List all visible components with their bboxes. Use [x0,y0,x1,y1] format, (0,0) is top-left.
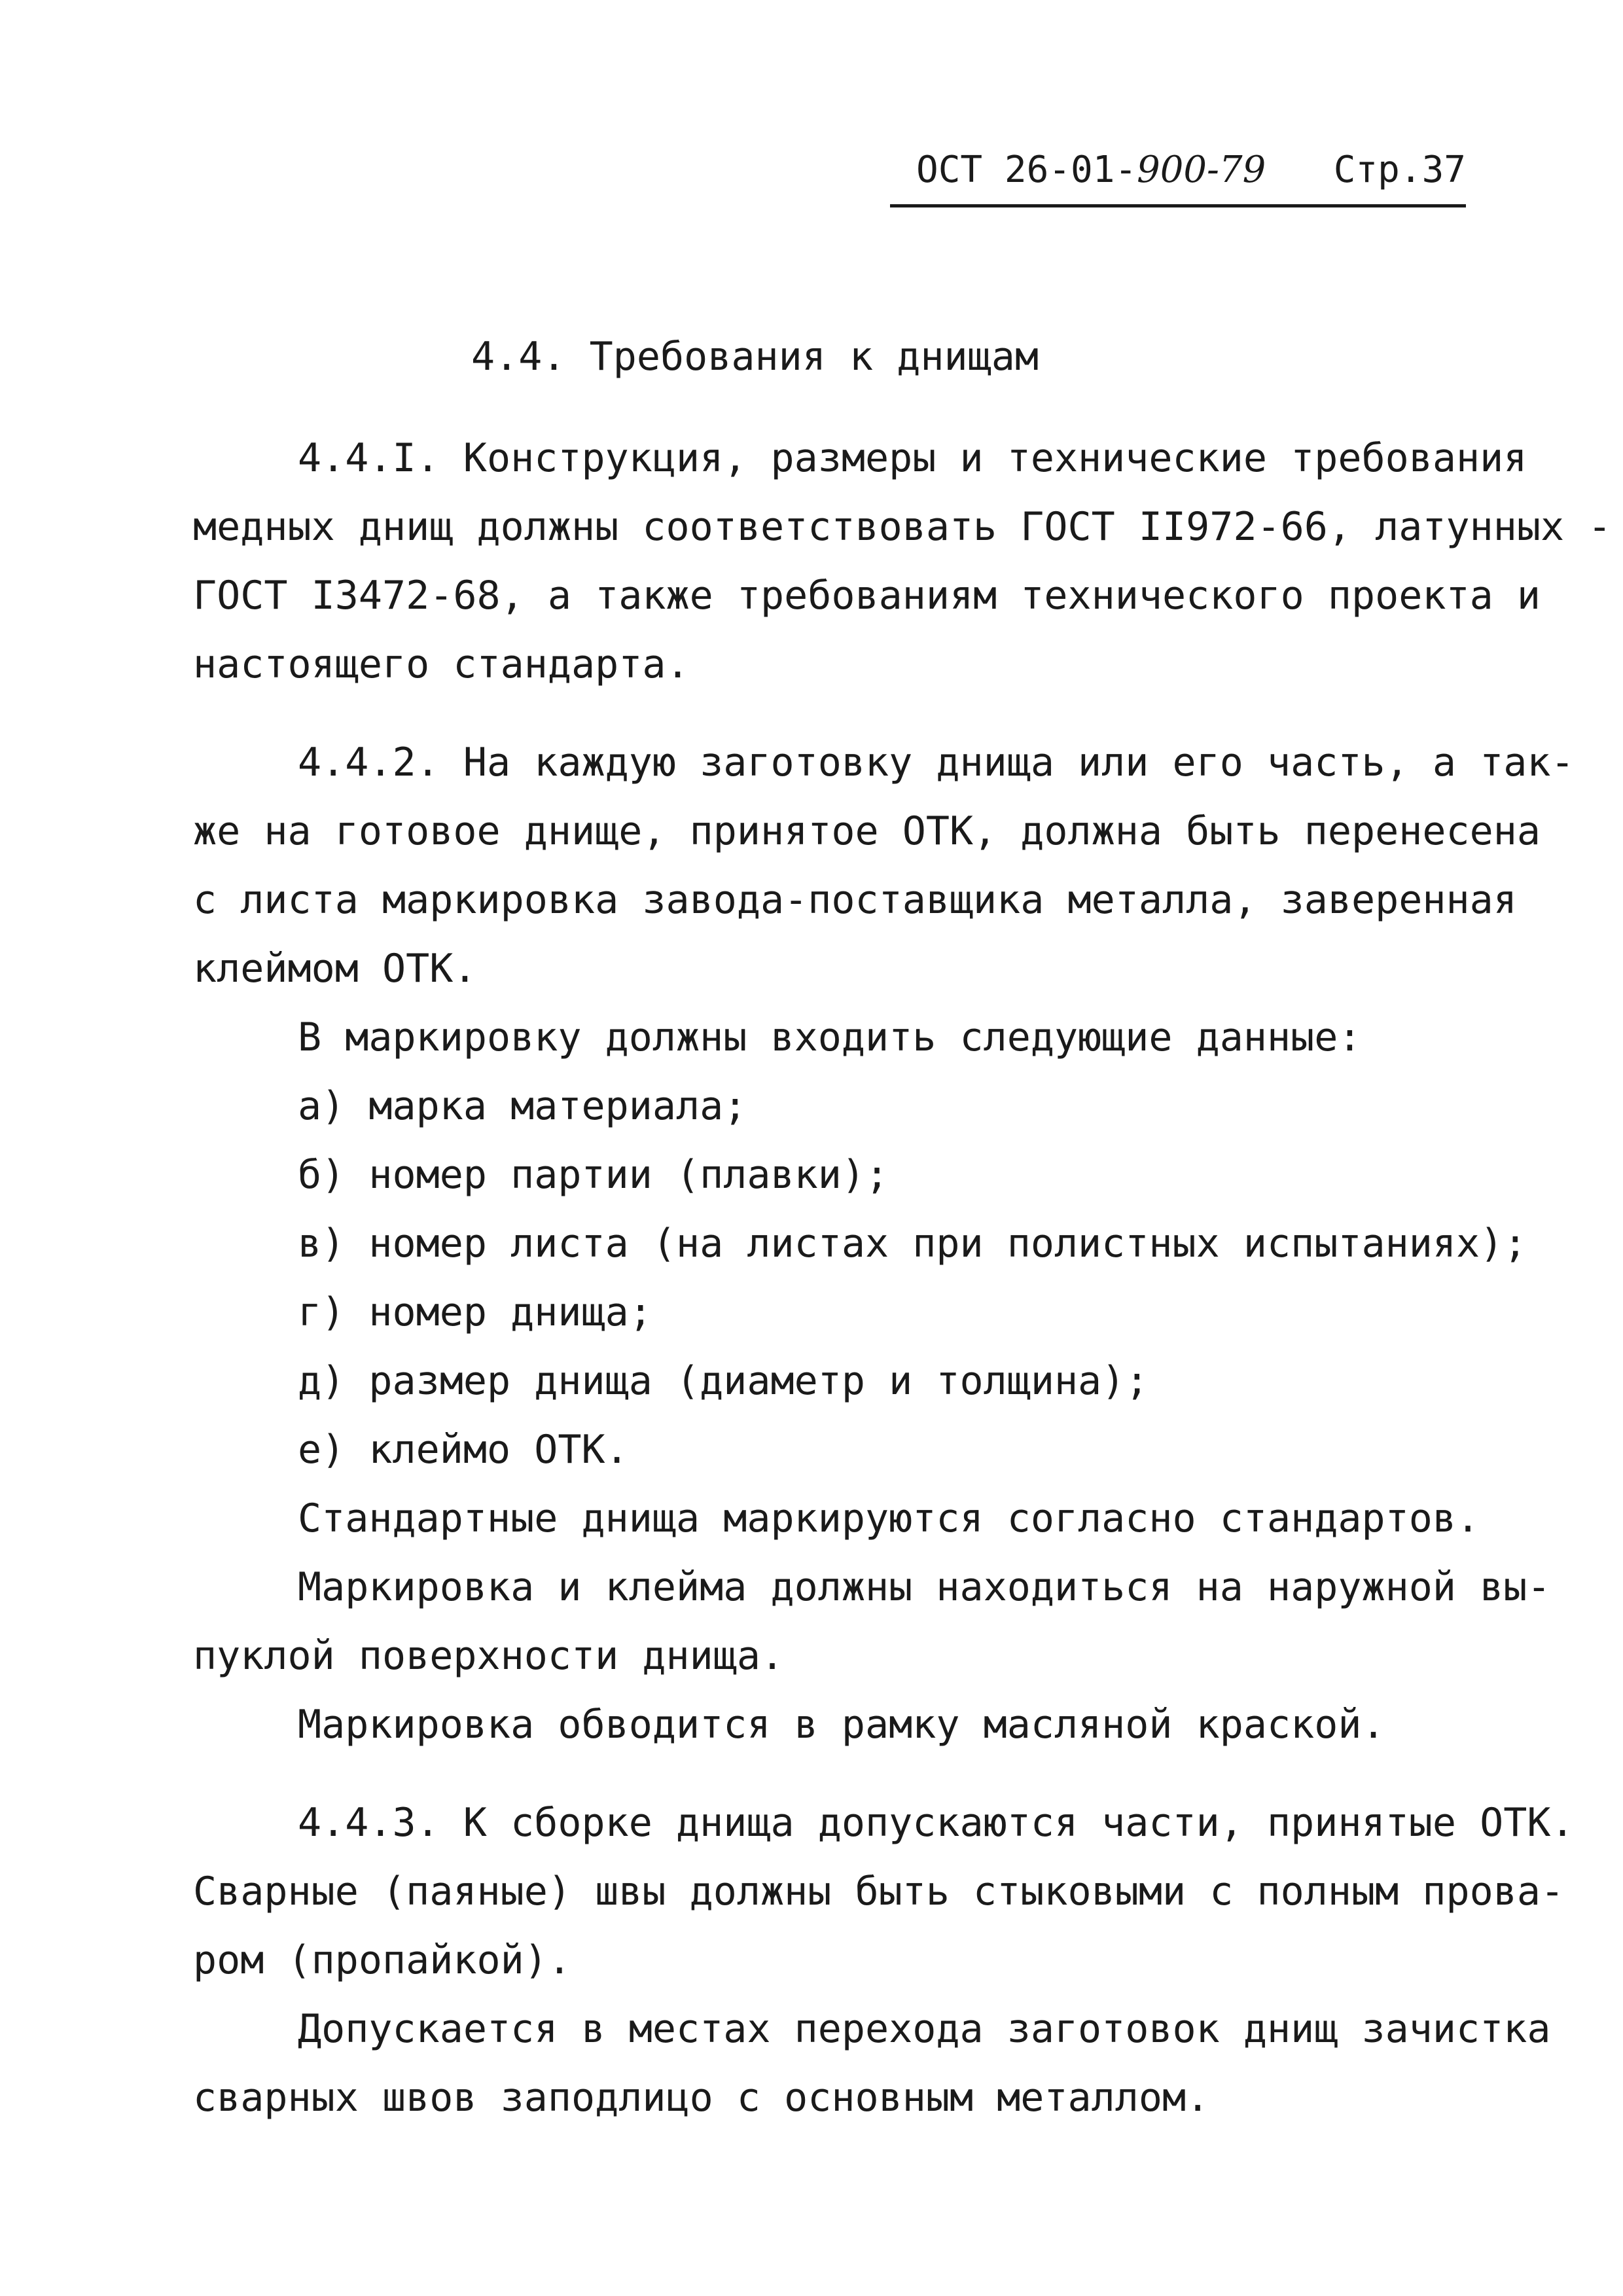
paragraph-4-4-2-line: 4.4.2. На каждую заготовку днища или его часть, а так- [298,740,1575,785]
paragraph-line: Допускается в местах перехода заготовок днищ зачистка [298,2006,1551,2052]
paragraph-4-4-1-line: медных днищ должны соответствовать ГОСТ II972-66, латунных - [193,504,1612,550]
paragraph-4-4-1-line: настоящего стандарта. [193,641,690,687]
paragraph-4-4-3-line: ром (пропайкой). [193,1937,571,1983]
paragraph-4-4-1-line: ГОСТ I3472-68, а также требованиям технического проекта и [193,573,1541,619]
list-item: б) номер партии (плавки); [298,1152,889,1198]
list-item: в) номер листа (на листах при полистных испытаниях); [298,1221,1527,1266]
paragraph-line: Маркировка и клейма должны находиться на наружной вы- [298,1564,1551,1610]
paragraph-line: Стандартные днища маркируются согласно стандартов. [298,1496,1480,1541]
paragraph-4-4-2-line: с листа маркировка завода-поставщика металла, заверенная [193,877,1517,923]
section-title: 4.4. Требования к днищам [471,334,1039,380]
paragraph-line: Маркировка обводится в рамку масляной краской. [298,1702,1385,1748]
paragraph-4-4-2-line: же на готовое днище, принятое ОТК, должна быть перенесена [193,808,1541,854]
document-code: ОСТ 26-01-900-79 [916,149,1266,191]
page-header [890,144,1466,207]
list-item: д) размер днища (диаметр и толщина); [298,1358,1149,1404]
paragraph-4-4-1-line: 4.4.I. Конструкция, размеры и технические требования [298,435,1527,481]
list-item: а) марка материала; [298,1083,747,1129]
paragraph-line: сварных швов заподлицо с основным металлом. [193,2075,1210,2121]
paragraph-4-4-3-line: Сварные (паяные) швы должны быть стыковыми с полным прова- [193,1869,1565,1914]
paragraph-4-4-2-line: клеймом ОТК. [193,946,477,992]
list-item: г) номер днища; [298,1289,652,1335]
marking-intro: В маркировку должны входить следующие данные: [298,1014,1362,1060]
paragraph-4-4-3-line: 4.4.3. К сборке днища допускаются части, принятые ОТК. [298,1800,1575,1846]
page-number: Стр.37 [1333,149,1466,191]
list-item: е) клеймо ОТК. [298,1427,629,1473]
document-number: 900-79 [1137,149,1266,191]
paragraph-line: пуклой поверхности днища. [193,1633,785,1679]
